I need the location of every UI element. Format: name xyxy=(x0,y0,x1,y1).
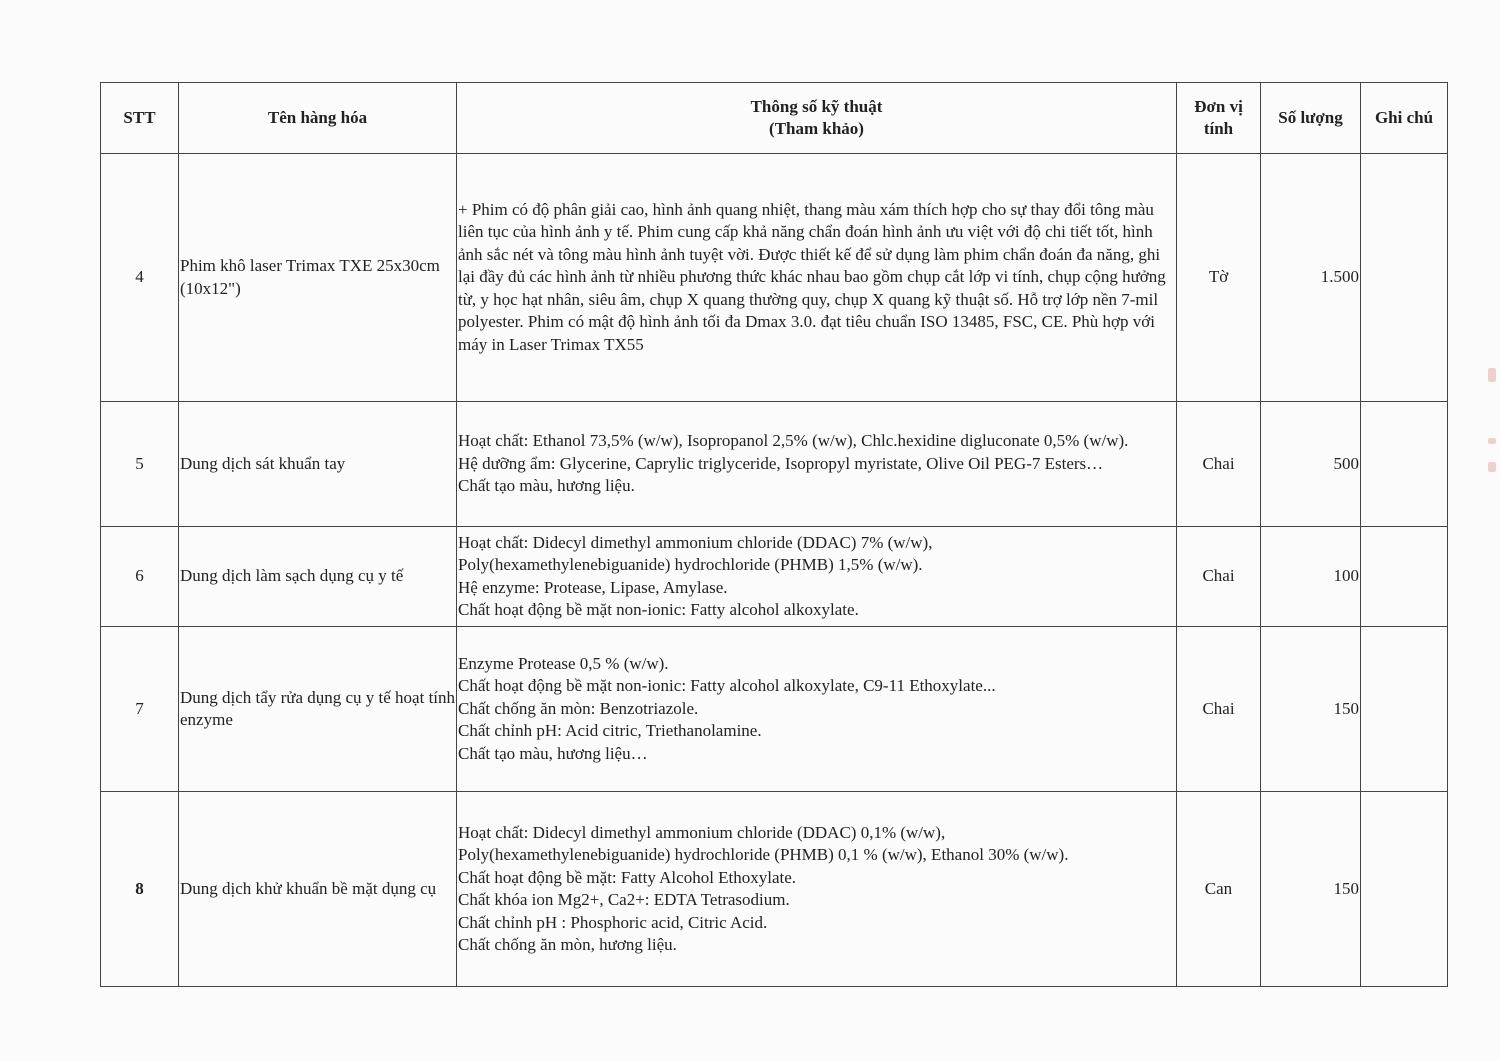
spec-line: Chất khóa ion Mg2+, Ca2+: EDTA Tetrasodium. xyxy=(458,890,790,909)
row-name: Dung dịch làm sạch dụng cụ y tế xyxy=(179,527,457,627)
row-stt: 6 xyxy=(101,527,179,627)
row-stt: 7 xyxy=(101,627,179,792)
row-unit: Chai xyxy=(1177,527,1261,627)
row-qty: 150 xyxy=(1261,792,1361,987)
row-spec xyxy=(457,627,1177,792)
row-unit: Chai xyxy=(1177,627,1261,792)
header-spec xyxy=(457,83,1177,154)
row-stt: 8 xyxy=(101,792,179,987)
row-note xyxy=(1361,402,1448,527)
row-qty: 1.500 xyxy=(1261,154,1361,402)
row-spec xyxy=(457,402,1177,527)
row-name: Dung dịch khử khuẩn bề mặt dụng cụ xyxy=(179,792,457,987)
spec-line: Chất tạo màu, hương liệu… xyxy=(458,743,648,763)
row-name: Phim khô laser Trimax TXE 25x30cm (10x12") xyxy=(179,154,457,402)
table-row xyxy=(101,402,1448,527)
row-unit: Tờ xyxy=(1177,154,1261,402)
spec-line: Chất hoạt động bề mặt non-ionic: Fatty alcohol alkoxylate. xyxy=(458,600,859,619)
spec-line: Chất chỉnh pH: Acid citric, Triethanolamine. xyxy=(458,721,762,741)
spec-line: Chất chỉnh pH : Phosphoric acid, Citric Acid. xyxy=(458,912,768,932)
row-note xyxy=(1361,627,1448,792)
header-note: Ghi chú xyxy=(1361,83,1448,154)
table-row xyxy=(101,527,1448,627)
row-name: Dung dịch tẩy rửa dụng cụ y tế hoạt tính enzyme xyxy=(179,627,457,792)
spec-line: Poly(hexamethylenebiguanide) hydrochloride (PHMB) 0,1 % (w/w), Ethanol 30% (w/w). xyxy=(458,845,1069,864)
spec-line: Chất chống ăn mòn: Benzotriazole. xyxy=(458,698,699,718)
header-name: Tên hàng hóa xyxy=(179,83,457,154)
header-spec-title: Thông số kỹ thuật xyxy=(750,97,883,116)
row-note xyxy=(1361,154,1448,402)
header-unit xyxy=(1177,83,1261,154)
row-spec xyxy=(457,527,1177,627)
row-spec xyxy=(457,154,1177,402)
row-note xyxy=(1361,527,1448,627)
spec-line: Poly(hexamethylenebiguanide) hydrochloride (PHMB) 1,5% (w/w). xyxy=(458,555,923,574)
row-qty: 100 xyxy=(1261,527,1361,627)
row-stt: 5 xyxy=(101,402,179,527)
table-row xyxy=(101,627,1448,792)
header-unit-line1: Đơn vị xyxy=(1194,97,1243,116)
spec-line: Hệ dưỡng ẩm: Glycerine, Caprylic triglyceride, Isopropyl myristate, Olive Oil PEG-7 Esters… xyxy=(458,453,1104,473)
spec-line: Hoạt chất: Didecyl dimethyl ammonium chloride (DDAC) 0,1% (w/w), xyxy=(458,822,946,842)
header-stt: STT xyxy=(101,83,179,154)
spec-line: Chất hoạt động bề mặt non-ionic: Fatty alcohol alkoxylate, C9-11 Ethoxylate... xyxy=(458,676,996,696)
row-stt: 4 xyxy=(101,154,179,402)
spec-line: Chất tạo màu, hương liệu. xyxy=(458,476,635,496)
row-unit: Chai xyxy=(1177,402,1261,527)
spec-line: Chất chống ăn mòn, hương liệu. xyxy=(458,935,677,954)
row-name: Dung dịch sát khuẩn tay xyxy=(179,402,457,527)
spec-line: Chất hoạt động bề mặt: Fatty Alcohol Ethoxylate. xyxy=(458,867,797,887)
table-header-row xyxy=(101,83,1448,154)
header-unit-line2: tính xyxy=(1203,119,1234,138)
header-qty: Số lượng xyxy=(1261,83,1361,154)
spec-line: + Phim có độ phân giải cao, hình ảnh quang nhiệt, thang màu xám thích hợp cho sự thay đổi tông màu liên tục của hình ảnh y tế. Phim cung cấp khả năng chẩn đoán hình ảnh ưu việt với độ chi tiết tốt, hình ảnh sắc nét và tông màu hình ảnh tuyệt vời. Được thiết kế để sử dụng làm phim chẩn đoán đa năng, ghi lại đầy đủ các hình ảnh từ nhiều phương thức khác nhau bao gồm chụp cắt lớp vi tính, chụp cộng hưởng từ, y học hạt nhân, siêu âm, chụp X quang thường quy, chụp X quang kỹ thuật số. Hỗ trợ lớp nền 7-mil polyester. Phim có mật độ hình ảnh tối đa Dmax 3.0. đạt tiêu chuẩn ISO 13485, FSC, CE. Phù hợp với máy in Laser Trimax TX55 xyxy=(458,199,1166,354)
table-row xyxy=(101,792,1448,987)
spec-line: Hoạt chất: Ethanol 73,5% (w/w), Isopropanol 2,5% (w/w), Chlc.hexidine digluconate 0,5% (w/w). xyxy=(458,431,1129,451)
row-qty: 150 xyxy=(1261,627,1361,792)
row-unit: Can xyxy=(1177,792,1261,987)
scan-edge-mark xyxy=(1488,462,1496,472)
scan-edge-mark xyxy=(1488,368,1496,382)
header-spec-subtitle: (Tham khảo) xyxy=(769,119,864,138)
spec-line: Hệ enzyme: Protease, Lipase, Amylase. xyxy=(458,577,728,597)
scan-edge-mark xyxy=(1488,438,1496,444)
row-spec xyxy=(457,792,1177,987)
spec-line: Hoạt chất: Didecyl dimethyl ammonium chloride (DDAC) 7% (w/w), xyxy=(458,532,933,552)
spec-line: Enzyme Protease 0,5 % (w/w). xyxy=(458,653,669,673)
row-qty: 500 xyxy=(1261,402,1361,527)
row-note xyxy=(1361,792,1448,987)
table-row xyxy=(101,154,1448,402)
goods-spec-table xyxy=(100,82,1448,987)
